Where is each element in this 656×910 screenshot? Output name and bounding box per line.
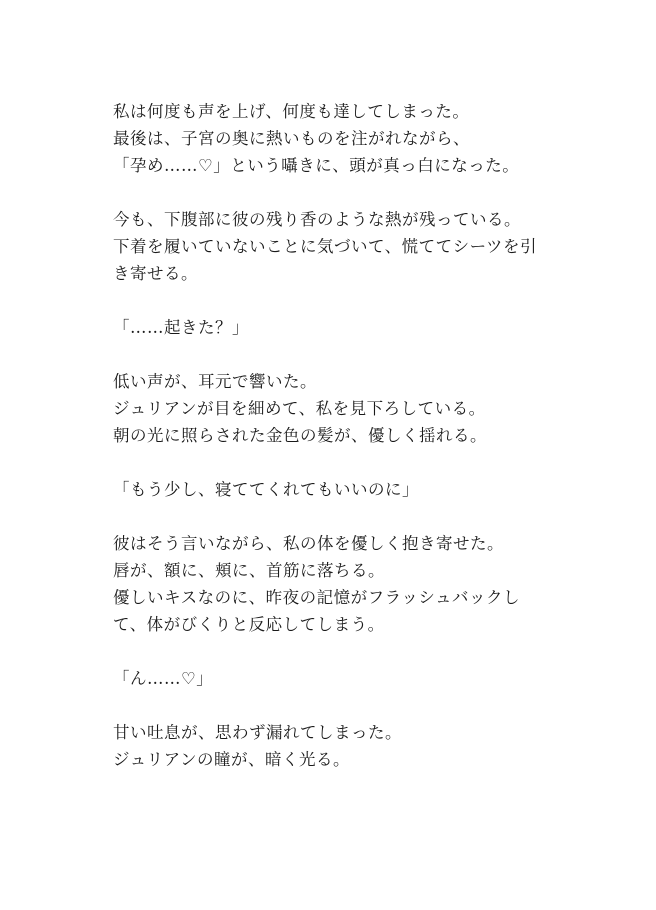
blank-line (113, 287, 553, 314)
text-line: き寄せる。 (113, 264, 198, 283)
text-line: 唇が、額に、頬に、首筋に落ちる。 (113, 561, 385, 580)
text-line: 低い声が、耳元で響いた。 (113, 372, 317, 391)
dialogue-line: 「……起きた？」 (113, 318, 249, 337)
text-line: て、体がびくりと反応してしまう。 (113, 615, 385, 634)
text-line: 朝の光に照らされた金色の髪が、優しく揺れる。 (113, 426, 487, 445)
text-line: 私は何度も声を上げ、何度も達してしまった。 (113, 102, 470, 121)
text-line: 「孕め……♡」という囁きに、頭が真っ白になった。 (113, 156, 520, 175)
blank-line (113, 449, 553, 476)
dialogue-line: 「ん……♡」 (113, 669, 214, 688)
blank-line (113, 503, 553, 530)
text-line: 優しいキスなのに、昨夜の記憶がフラッシュバックし (113, 588, 521, 607)
text-line: 彼はそう言いながら、私の体を優しく抱き寄せた。 (113, 534, 504, 553)
text-line: 今も、下腹部に彼の残り香のような熱が残っている。 (113, 210, 521, 229)
blank-line (113, 341, 553, 368)
text-line: ジュリアンが目を細めて、私を見下ろしている。 (113, 399, 486, 418)
text-line: 最後は、子宮の奥に熱いものを注がれながら、 (113, 129, 470, 148)
text-line: 甘い吐息が、思わず漏れてしまった。 (113, 723, 402, 742)
blank-line (113, 179, 553, 206)
blank-line (113, 638, 553, 665)
text-line: ジュリアンの瞳が、暗く光る。 (113, 750, 351, 769)
blank-line (113, 692, 553, 719)
dialogue-line: 「もう少し、寝ててくれてもいいのに」 (113, 480, 419, 499)
story-text (113, 98, 553, 773)
text-line: 下着を履いていないことに気づいて、慌ててシーツを引 (113, 237, 538, 256)
